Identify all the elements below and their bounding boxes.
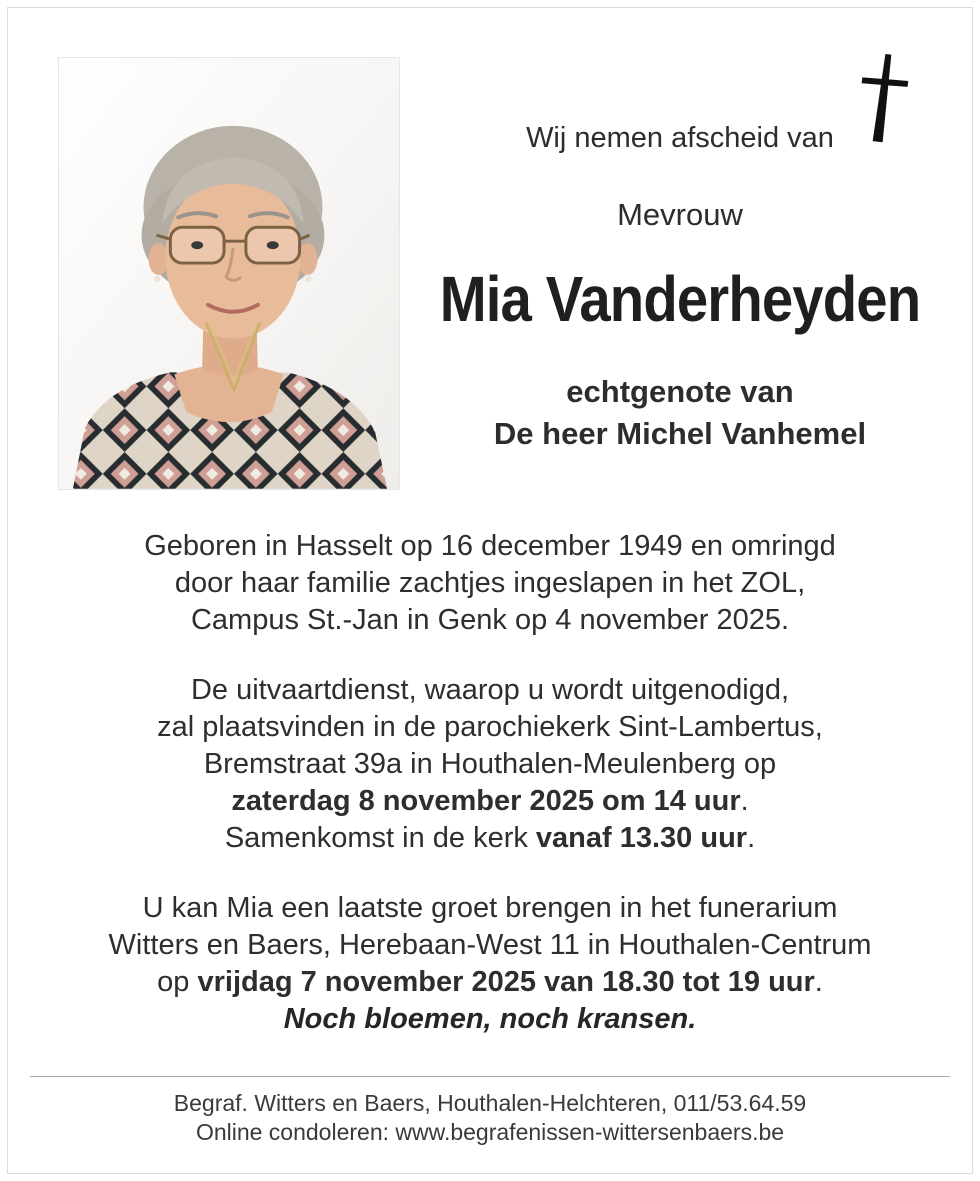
text-line: U kan Mia een laatste groet brengen in het funerarium — [142, 892, 838, 924]
closing-note: Noch bloemen, noch kransen. — [283, 1003, 697, 1035]
text-line: Campus St.-Jan in Genk op 4 november 2025. — [190, 604, 790, 636]
text-line: De uitvaartdienst, waarop u wordt uitgenodigd, — [190, 674, 790, 706]
spouse-name: De heer Michel Vanhemel — [493, 416, 867, 451]
text-line: zal plaatsvinden in de parochiekerk Sint-Lambertus, — [157, 711, 823, 743]
service-datetime: zaterdag 8 november 2025 om 14 uur — [231, 785, 741, 817]
text-line: . — [747, 822, 756, 854]
text-line: Geboren in Hasselt op 16 december 1949 en omringd — [144, 530, 836, 562]
visitation-datetime: vrijdag 7 november 2025 van 18.30 tot 19 uur — [197, 966, 815, 998]
text-line: door haar familie zachtjes ingeslapen in het ZOL, — [174, 567, 806, 599]
deceased-name: Mia Vanderheyden — [439, 263, 921, 335]
obituary-body — [8, 528, 972, 1038]
obituary-card — [7, 7, 973, 1174]
intro-text: Wij nemen afscheid van — [526, 122, 834, 154]
text-line: Bremstraat 39a in Houthalen-Meulenberg op — [203, 748, 777, 780]
paragraph-visitation — [8, 890, 972, 1001]
portrait-illustration — [59, 58, 399, 489]
paragraph-service — [8, 672, 972, 857]
divider — [30, 1076, 950, 1077]
condolence-website: Online condoleren: www.begrafenissen-wittersenbaers.be — [195, 1119, 785, 1145]
headline-column — [400, 8, 960, 454]
funeral-home-info — [8, 1089, 972, 1147]
relation-text: echtgenote van — [566, 374, 794, 409]
text-line: Samenkomst in de kerk — [224, 822, 536, 854]
deceased-name-wrap — [400, 262, 960, 336]
text-line: Witters en Baers, Herebaan-West 11 in Houthalen-Centrum — [108, 929, 872, 961]
footer-section — [8, 1076, 972, 1147]
paragraph-birth-death — [8, 528, 972, 639]
funeral-home-contact: Begraf. Witters en Baers, Houthalen-Helchteren, 011/53.64.59 — [173, 1090, 807, 1116]
portrait-photo — [58, 57, 400, 490]
salutation: Mevrouw — [617, 197, 743, 232]
text-line: . — [740, 785, 749, 817]
text-line: op — [157, 966, 198, 998]
gathering-time: vanaf 13.30 uur — [535, 822, 748, 854]
text-line: . — [814, 966, 823, 998]
